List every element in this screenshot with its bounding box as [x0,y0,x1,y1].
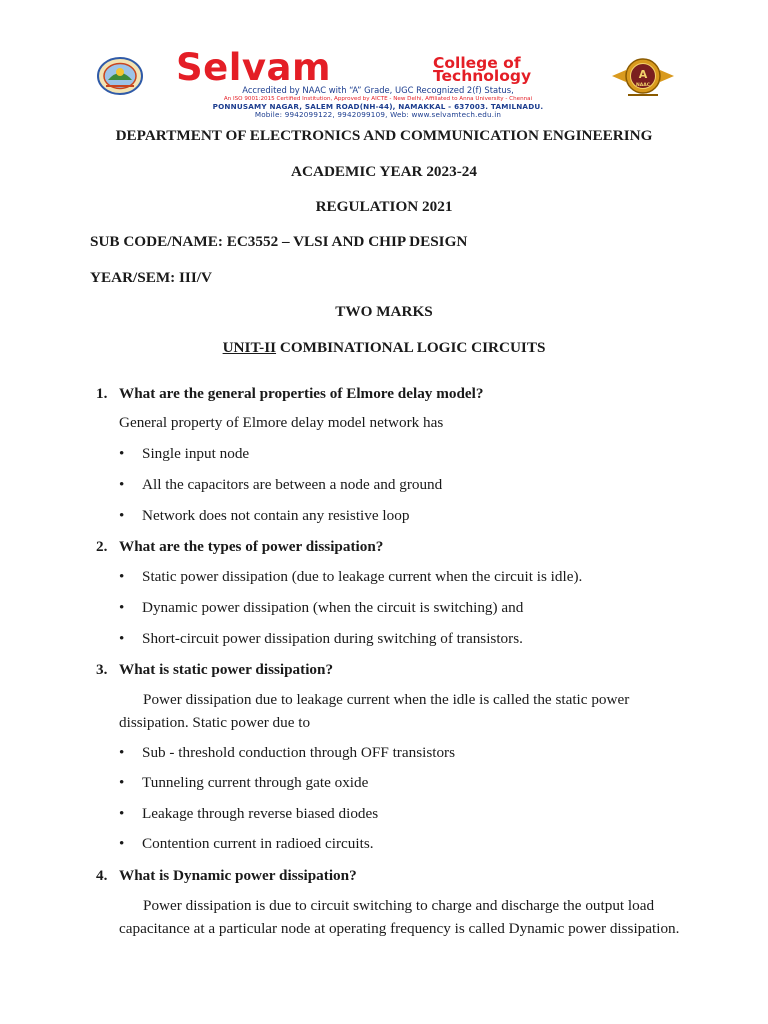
brand-technology-line: Technology [433,67,532,85]
bullet-glyph: • [119,835,125,852]
subject-code-name: SUB CODE/NAME: EC3552 – VLSI AND CHIP DESIGN [90,233,468,250]
question-number: 2. [96,538,108,555]
answer-bullet [119,506,409,526]
bullet-glyph: • [119,599,125,616]
answer-bullet [119,773,368,793]
answer-bullet [119,743,455,763]
bullet-glyph: • [119,568,125,585]
answer-bullet [119,598,523,618]
bullet-glyph: • [119,630,125,647]
year-semester: YEAR/SEM: III/V [90,269,212,286]
bullet-text: Short-circuit power dissipation during switching of transistors. [142,630,523,647]
unit-title: COMBINATIONAL LOGIC CIRCUITS [276,339,546,356]
bullet-text: Network does not contain any resistive loop [142,507,410,524]
answer-text: General property of Elmore delay model network has [119,414,444,431]
answer-bullet [119,834,374,854]
bullet-text: Single input node [142,445,250,462]
accreditation-line: Accredited by NAAC with “A” Grade, UGC Recognized 2(f) Status, [242,85,514,95]
brand-name: Selvam [176,46,332,89]
question-number: 4. [96,867,108,884]
bullet-text: Dynamic power dissipation (when the circuit is switching) and [142,599,524,616]
answer-bullet [119,629,523,649]
answer-bullet [119,804,378,824]
bullet-text: All the capacitors are between a node and ground [142,476,443,493]
bullet-text: Leakage through reverse biased diodes [142,805,379,822]
regulation: REGULATION 2021 [315,198,453,215]
bullet-glyph: • [119,774,125,791]
bullet-glyph: • [119,507,125,524]
section-title: TWO MARKS [335,303,433,320]
question-number: 1. [96,385,108,402]
brand-college-line: College of [433,54,521,72]
bullet-glyph: • [119,476,125,493]
unit-heading [0,338,768,358]
answer-bullet [119,444,249,464]
bullet-text: Contention current in radioed circuits. [142,835,374,852]
address-line: PONNUSAMY NAGAR, SALEM ROAD(NH-44), NAMAKKAL - 637003. TAMILNADU. [212,102,544,111]
question-text: What are the general properties of Elmore delay model? [119,385,484,402]
bullet-glyph: • [119,445,125,462]
answer-text: Power dissipation is due to circuit switching to charge and discharge the output load capacitance at a particular node at operating frequency is called Dynamic power dissipation. [119,897,680,937]
question-number: 3. [96,661,108,678]
answer-bullet [119,475,442,495]
question-text: What are the types of power dissipation? [119,538,384,555]
department-title: DEPARTMENT OF ELECTRONICS AND COMMUNICATION ENGINEERING [115,127,653,144]
bullet-glyph: • [119,805,125,822]
academic-year: ACADEMIC YEAR 2023-24 [291,163,477,180]
iso-certification-line: An ISO 9001:2015 Certified Institution, Approved by AICTE - New Delhi, Affiliated to Anna University - Chennai [223,96,533,102]
contact-line: Mobile: 9942099122, 9942099109, Web: www.selvamtech.edu.in [254,110,502,119]
bullet-glyph: • [119,744,125,761]
naac-badge-letter: A [638,68,648,81]
answer-bullet [119,567,582,587]
college-letterhead [94,46,676,120]
bullet-text: Tunneling current through gate oxide [142,774,369,791]
answer-text: Power dissipation due to leakage current when the idle is called the static power dissipation. Static power due to [119,691,630,731]
naac-a-grade-seal-icon [612,56,674,98]
question-text: What is static power dissipation? [119,661,334,678]
unit-label: UNIT-II [222,339,277,356]
bullet-text: Static power dissipation (due to leakage current when the circuit is idle). [142,568,583,585]
naac-badge-label: NAAC [635,83,651,88]
question-text: What is Dynamic power dissipation? [119,867,357,884]
bullet-text: Sub - threshold conduction through OFF transistors [142,744,456,761]
college-emblem-icon [96,56,144,96]
